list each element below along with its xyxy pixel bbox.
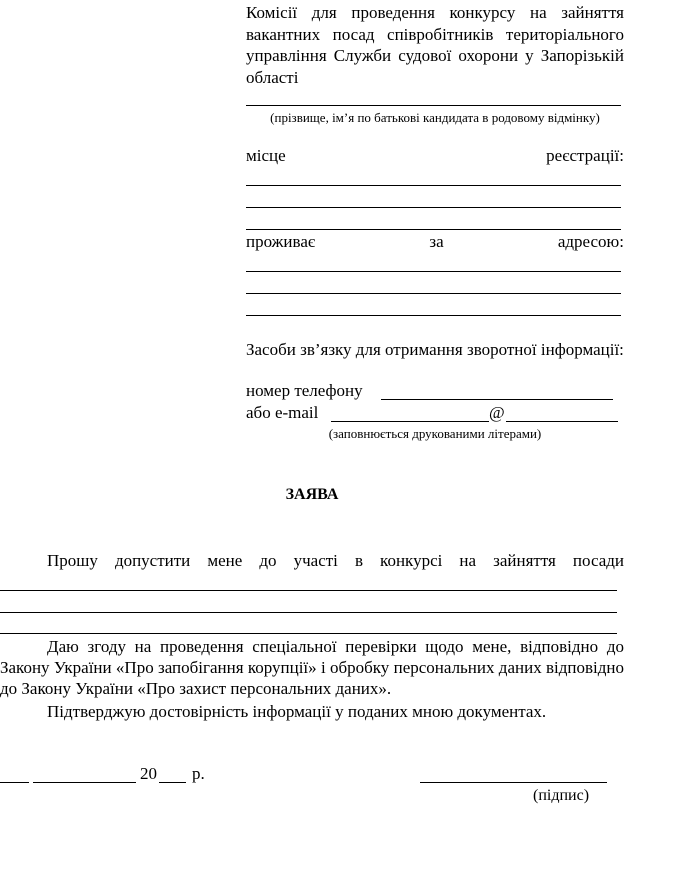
- date-year-field[interactable]: [159, 782, 186, 783]
- residence-line-1[interactable]: [246, 271, 621, 272]
- residence-label: [246, 232, 624, 252]
- residence-line-2[interactable]: [246, 293, 621, 294]
- signature-field[interactable]: [420, 782, 607, 783]
- residence-label-word-2: за: [429, 232, 444, 251]
- residence-label-word-3: адресою:: [557, 232, 624, 251]
- email-domain-field[interactable]: [506, 421, 618, 422]
- email-label: або e-mail: [246, 403, 319, 422]
- confirm-text: Підтверджую достовірність інформації у поданих мною документах.: [47, 702, 547, 721]
- email-at-sign: @: [489, 403, 505, 422]
- contacts-intro: Засоби зв’язку для отримання зворотної інформації:: [246, 340, 624, 359]
- date-year-suffix: р.: [192, 764, 205, 783]
- phone-label: номер телефону: [246, 381, 363, 400]
- position-line-2[interactable]: [0, 612, 617, 613]
- phone-field[interactable]: [381, 399, 613, 400]
- addressee-block: Комісії для проведення конкурсу на зайняття вакантних посад співробітників територіального управління Служби судової охорони у Запорізькій області: [246, 3, 624, 87]
- candidate-name-caption: (прізвище, ім’я по батькові кандидата в родовому відмінку): [270, 110, 600, 125]
- registration-label-word-2: реєстрації:: [546, 146, 624, 165]
- date-day-field[interactable]: [0, 782, 29, 783]
- registration-line-1[interactable]: [246, 185, 621, 186]
- registration-line-3[interactable]: [246, 229, 621, 230]
- residence-label-word-1: проживає: [246, 232, 316, 251]
- statement-title: ЗАЯВА: [285, 486, 339, 503]
- registration-line-2[interactable]: [246, 207, 621, 208]
- request-text: Прошу допустити мене до участі в конкурсі на зайняття посади: [47, 551, 624, 570]
- candidate-name-field[interactable]: [246, 105, 621, 106]
- position-line-1[interactable]: [0, 590, 617, 591]
- registration-label-word-1: місце: [246, 146, 286, 165]
- registration-label: [246, 146, 624, 166]
- date-month-field[interactable]: [33, 782, 136, 783]
- consent-text: Даю згоду на проведення спеціальної перевірки щодо мене, відповідно до Закону України «Про запобігання корупції» і обробку персональних даних відповідно до Закону України «Про захист персональних даних».: [0, 637, 624, 698]
- position-line-3[interactable]: [0, 633, 617, 634]
- residence-line-3[interactable]: [246, 315, 621, 316]
- signature-caption: (підпис): [533, 787, 590, 804]
- email-user-field[interactable]: [331, 421, 489, 422]
- contacts-caption: (заповнюється друкованими літерами): [328, 426, 542, 441]
- date-year-prefix: 20: [140, 764, 157, 783]
